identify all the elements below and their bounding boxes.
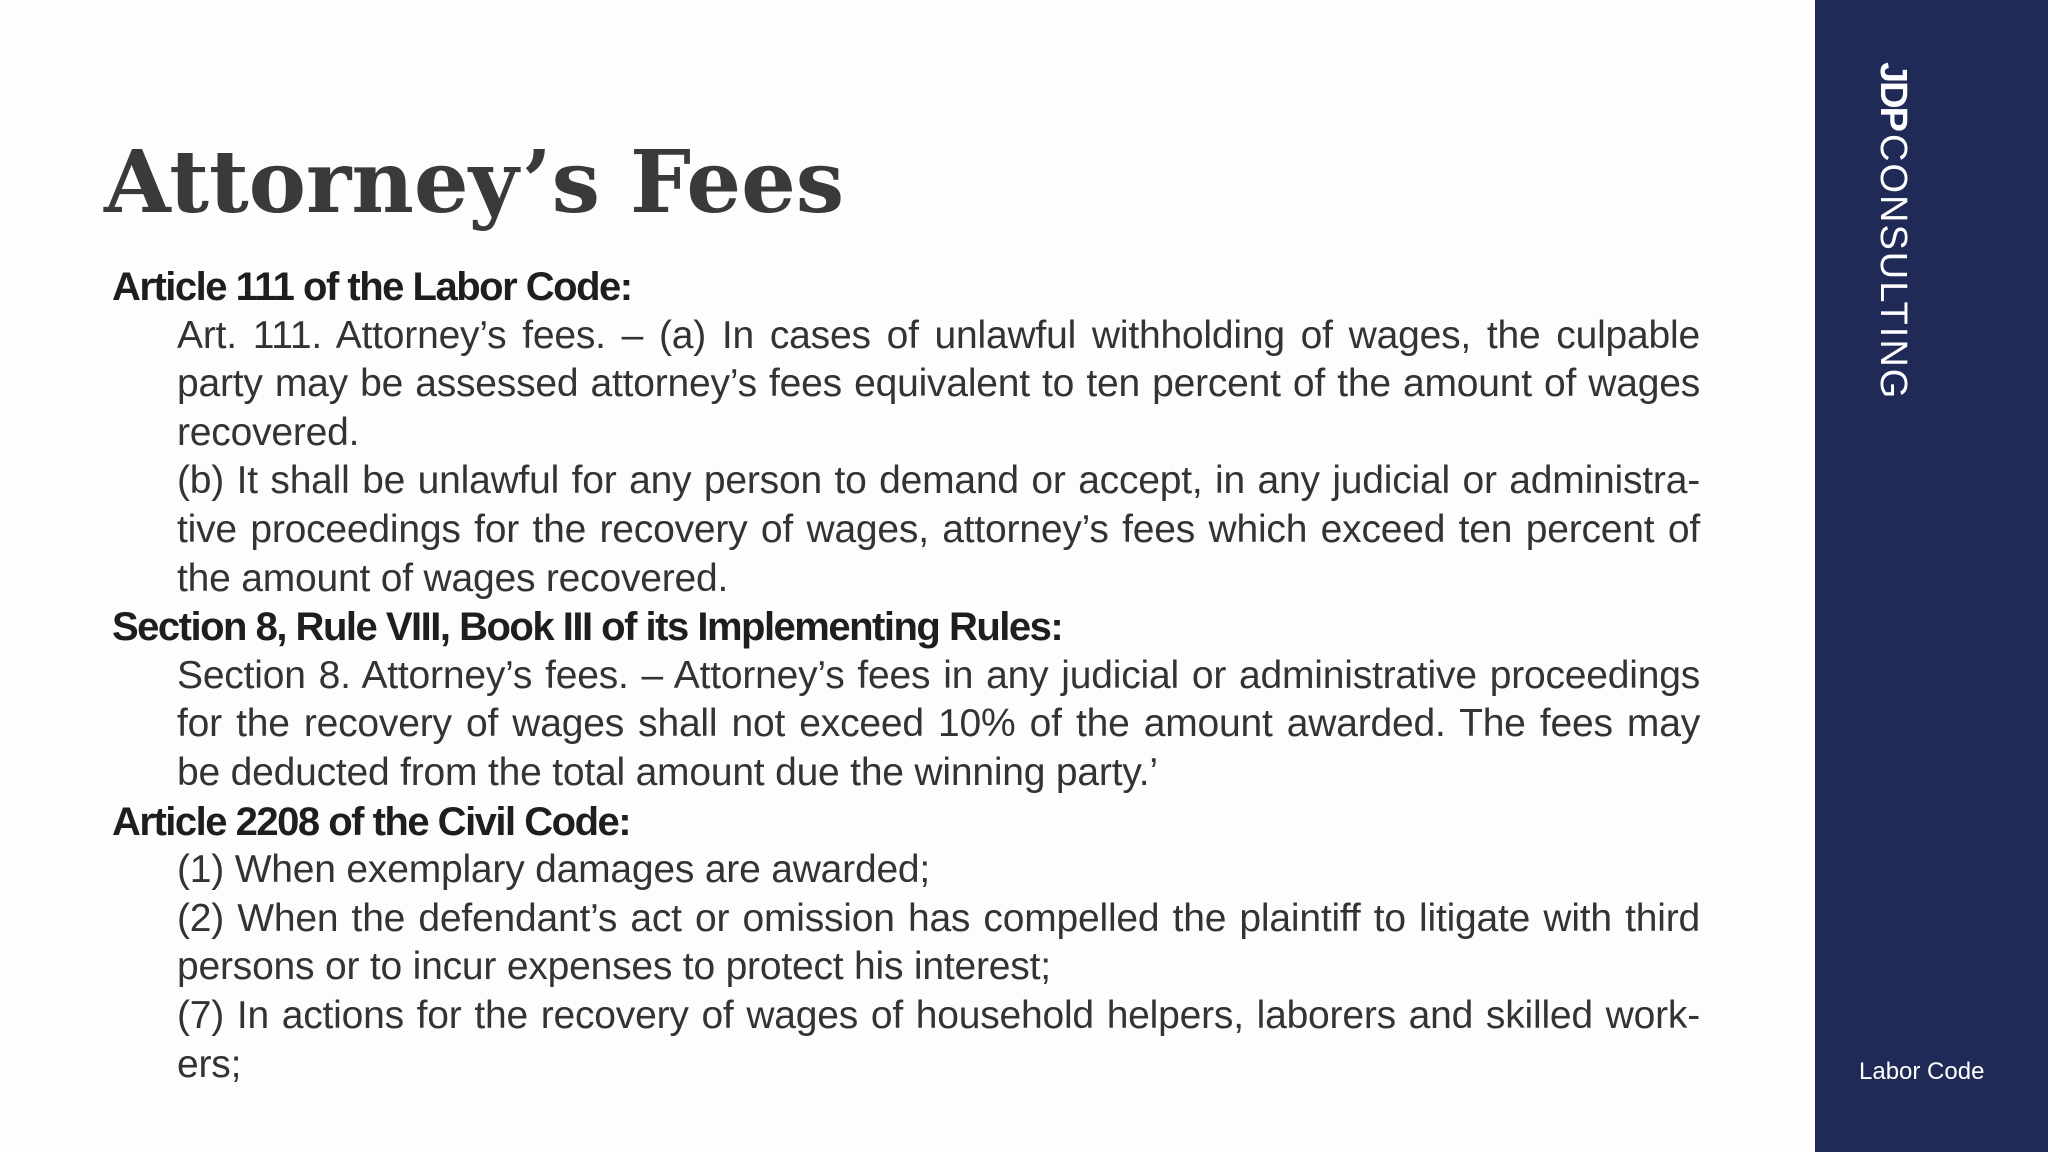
footer-label: Labor Code [1859,1058,1985,1085]
brand-name: CONSULTING [1872,133,1914,401]
civil-code-item-2: (2) When the defendant’s act or omission has compelled the plaintiff to litigate with third persons or to incur expenses to protect his interest; [177,896,1700,989]
slide-body [112,263,1700,1089]
section-heading-civil-code: Article 2208 of the Civil Code: [112,799,631,844]
civil-code-item-7: (7) In actions for the recovery of wages of household helpers, laborers and skilled work-ers; [177,993,1700,1086]
brand-logo [1866,62,1920,401]
implementing-rules-paragraph: Section 8. Attorney’s fees. – Attorney’s fees in any judicial or administrative proceedings for the recovery of wages shall not exceed 10% of the amount awarded. The fees may be deducted from the total amount due the winning party.’ [177,653,1700,794]
labor-code-paragraph-b: (b) It shall be unlawful for any person to demand or accept, in any judicial or administra-tive proceedings for the recovery of wages, attorney’s fees which exceed ten percent of the amount of wages recovered. [177,459,1700,600]
civil-code-item-1: (1) When exemplary damages are awarded; [177,848,931,892]
slide-title: Attorney’s Fees [104,132,845,233]
brand-mark: JDP [1872,62,1914,130]
brand-sidebar [1815,0,2048,1152]
labor-code-paragraph-a: Art. 111. Attorney’s fees. – (a) In cases of unlawful withholding of wages, the culpable party may be assessed attorney’s fees equivalent to ten percent of the amount of wages recovered. [177,313,1700,454]
section-heading-labor-code: Article 111 of the Labor Code: [112,265,632,309]
section-heading-implementing-rules: Section 8, Rule VIII, Book III of its Implementing Rules: [112,605,1063,650]
